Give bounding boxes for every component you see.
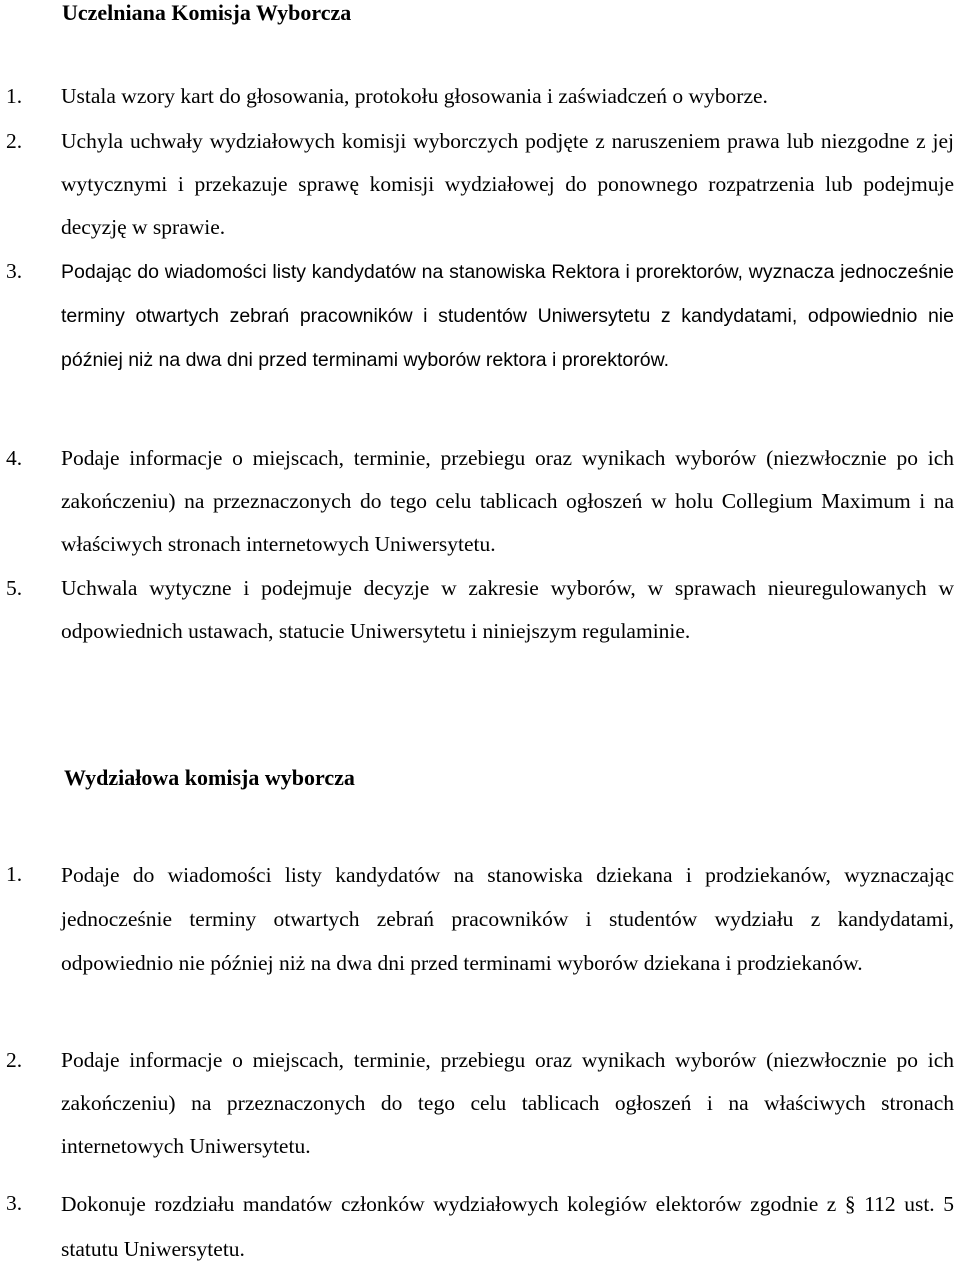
item-number: 2. [6,129,23,153]
item-text: Podaje do wiadomości listy kandydatów na stanowiska dziekana i prodziekanów, wyznaczając jednocześnie terminy otwartych zebrań pracowników i studentów wydziału z kandydatami, odpowiednio nie później niż na dwa dni przed terminami wyborów dziekana i prodziekanów. [61,863,954,975]
item-text: Uchyla uchwały wydziałowych komisji wyborczych podjęte z naruszeniem prawa lub niezgodne z jej wytycznymi i przekazuje sprawę komisji wydziałowej do ponownego rozpatrzenia lub podejmuje decyzję w sprawie. [61,129,954,239]
item-text: Podaje informacje o miejscach, terminie, przebiegu oraz wynikach wyborów (niezwłocznie po ich zakończeniu) na przeznaczonych do tego celu tablicach ogłoszeń w holu Collegium Maximum i na właściwych stronach internetowych Uniwersytetu. [61,446,954,556]
list-item [6,567,954,653]
item-number: 5. [6,576,23,600]
list-item [6,853,954,985]
item-text: Ustala wzory kart do głosowania, protokołu głosowania i zaświadczeń o wyborze. [61,84,768,108]
item-number: 1. [6,862,23,886]
list-item [6,120,954,249]
list-item [6,250,954,382]
item-text: Podaje informacje o miejscach, terminie, przebiegu oraz wynikach wyborów (niezwłocznie po ich zakończeniu) na przeznaczonych do tego celu tablicach ogłoszeń i na właściwych stronach internetowych Uniwersytetu. [61,1048,954,1158]
list-item [6,1182,954,1272]
item-number: 2. [6,1048,23,1072]
item-text: Uchwala wytyczne i podejmuje decyzje w zakresie wyborów, w sprawach nieuregulowanych w odpowiednich ustawach, statucie Uniwersytetu i niniejszym regulaminie. [61,576,954,643]
list-item [6,75,954,118]
item-number: 1. [6,84,23,108]
item-number: 4. [6,446,23,470]
list-item [6,437,954,566]
item-number: 3. [6,1191,23,1215]
section-heading-university-commission: Uczelniana Komisja Wyborcza [62,0,352,25]
item-text: Podając do wiadomości listy kandydatów na stanowiska Rektora i prorektorów, wyznacza jednocześnie terminy otwartych zebrań pracowników i studentów Uniwersytetu z kandydatami, odpowiednio nie później niż na dwa dni przed terminami wyborów rektora i prorektorów. [61,261,954,371]
list-item [6,1039,954,1168]
item-number: 3. [6,259,23,283]
item-text: Dokonuje rozdziału mandatów członków wydziałowych kolegiów elektorów zgodnie z § 112 ust. 5 statutu Uniwersytetu. [61,1192,954,1261]
section-heading-faculty-commission: Wydziałowa komisja wyborcza [64,765,355,790]
